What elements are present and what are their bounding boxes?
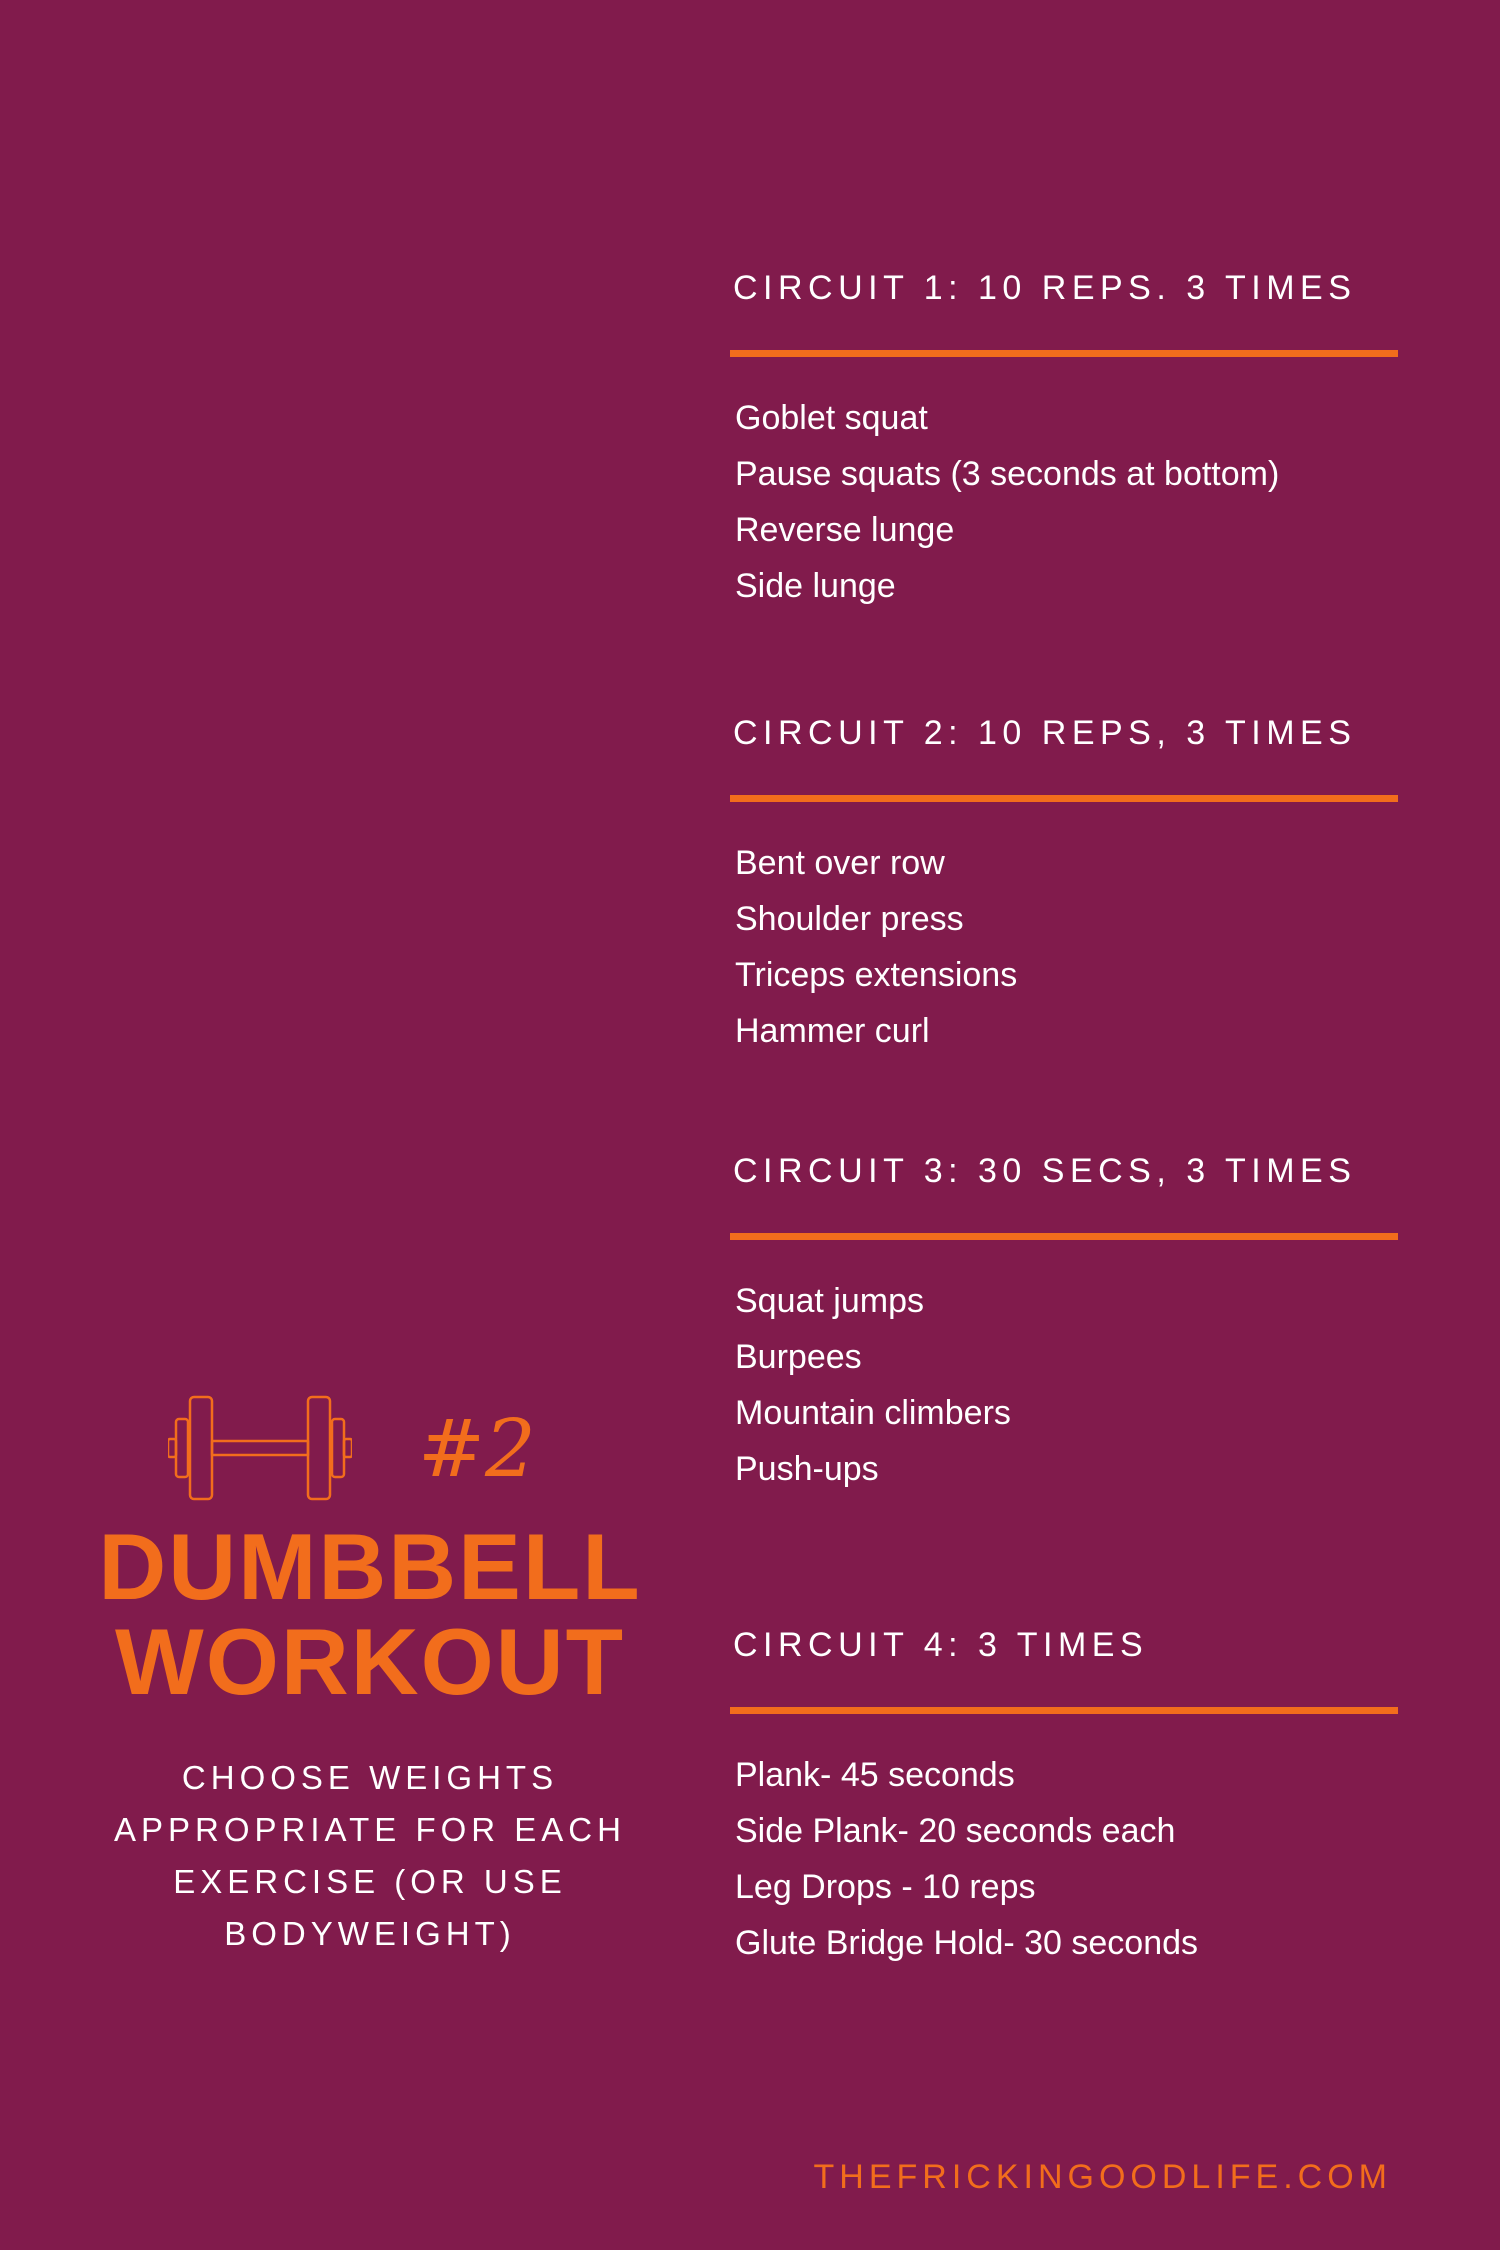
exercise-item: Reverse lunge xyxy=(735,511,955,549)
circuit-2-title: CIRCUIT 2: 10 REPS, 3 TIMES xyxy=(733,714,1357,752)
dumbbell-icon xyxy=(168,1395,352,1501)
circuit-4-divider xyxy=(730,1707,1398,1714)
exercise-item: Mountain climbers xyxy=(735,1394,1011,1432)
circuit-2-divider xyxy=(730,795,1398,802)
title-line-2: WORKOUT xyxy=(114,1609,626,1714)
circuit-3-title: CIRCUIT 3: 30 SECS, 3 TIMES xyxy=(733,1152,1357,1190)
exercise-item: Leg Drops - 10 reps xyxy=(735,1868,1036,1906)
exercise-item: Side Plank- 20 seconds each xyxy=(735,1812,1176,1850)
exercise-item: Glute Bridge Hold- 30 seconds xyxy=(735,1924,1199,1962)
circuit-1-title: CIRCUIT 1: 10 REPS. 3 TIMES xyxy=(733,269,1357,307)
exercise-item: Hammer curl xyxy=(735,1012,930,1050)
circuit-3-divider xyxy=(730,1233,1398,1240)
website-link[interactable]: THEFRICKINGOODLIFE.COM xyxy=(813,2158,1392,2196)
exercise-item: Side lunge xyxy=(735,567,896,605)
title-line-1: DUMBBELL xyxy=(98,1514,642,1619)
circuit-1-divider xyxy=(730,350,1398,357)
exercise-item: Push-ups xyxy=(735,1450,879,1488)
exercise-item: Burpees xyxy=(735,1338,862,1376)
exercise-item: Bent over row xyxy=(735,844,945,882)
circuit-3-exercise-list xyxy=(735,1273,1011,1497)
exercise-item: Shoulder press xyxy=(735,900,964,938)
circuit-1-exercise-list xyxy=(735,390,1279,614)
circuit-2-exercise-list xyxy=(735,835,1017,1059)
circuit-4-exercise-list xyxy=(735,1747,1198,1971)
circuit-4-title: CIRCUIT 4: 3 TIMES xyxy=(733,1626,1149,1664)
exercise-item: Goblet squat xyxy=(735,399,928,437)
workout-number: #2 xyxy=(418,1402,536,1490)
exercise-item: Triceps extensions xyxy=(735,956,1018,994)
exercise-item: Pause squats (3 seconds at bottom) xyxy=(735,455,1280,493)
exercise-item: Squat jumps xyxy=(735,1282,924,1320)
workout-number-badge xyxy=(418,1400,558,1490)
subtitle-instructions: CHOOSE WEIGHTS APPROPRIATE FOR EACH EXERCISE (OR USE BODYWEIGHT) xyxy=(114,1759,626,1952)
exercise-item: Plank- 45 seconds xyxy=(735,1756,1015,1794)
